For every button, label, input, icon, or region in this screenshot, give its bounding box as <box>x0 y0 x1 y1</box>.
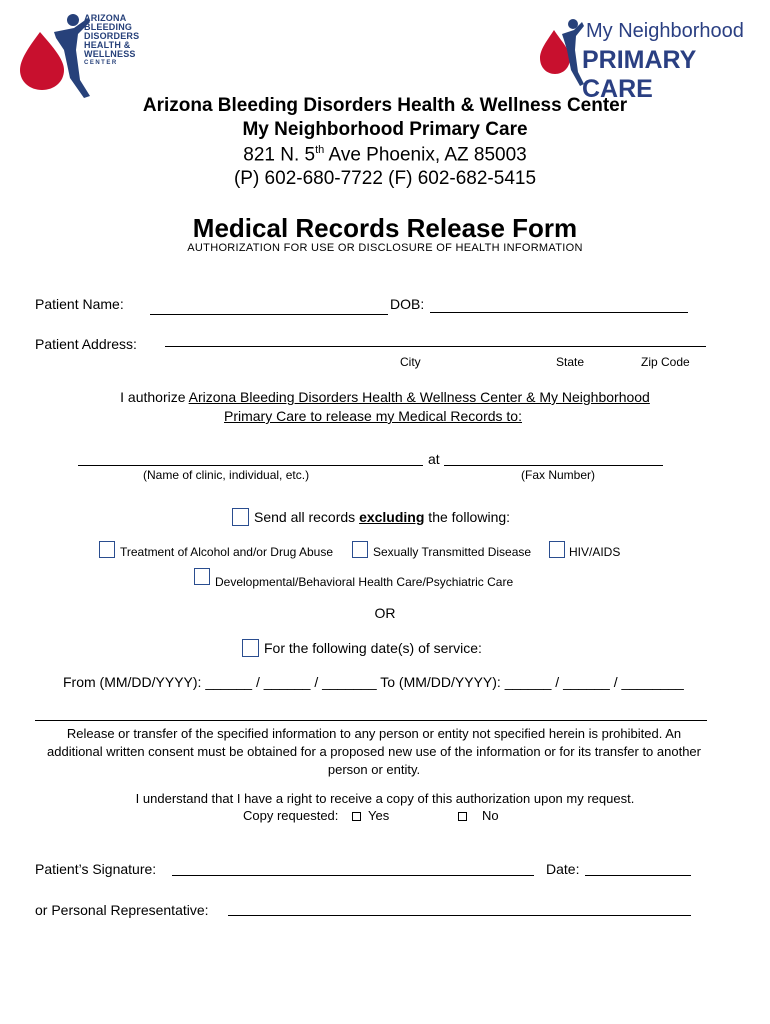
authorize-pre: I authorize <box>120 389 189 405</box>
developmental-checkbox[interactable] <box>194 568 210 585</box>
authorize-release-link: Primary Care to release my Medical Records to: <box>224 408 522 424</box>
address <box>0 144 770 166</box>
copy-requested-row <box>243 808 499 823</box>
fax-number-field[interactable] <box>444 465 663 466</box>
address-pre: 821 N. 5 <box>243 144 316 166</box>
std-label: Sexually Transmitted Disease <box>373 545 532 559</box>
divider <box>35 720 707 721</box>
form-title: Medical Records Release Form <box>192 213 578 243</box>
logo-left <box>18 10 138 98</box>
patient-name-label: Patient Name: <box>35 296 124 312</box>
org-name-1: Arizona Bleeding Disorders Health & Wellness Center <box>142 95 628 116</box>
dates-of-service-label: For the following date(s) of service: <box>264 640 482 656</box>
recipient-name-hint: (Name of clinic, individual, etc.) <box>143 468 310 482</box>
logo-left-line: WELLNESS <box>84 49 136 59</box>
phone-fax: (P) 602-680-7722 (F) 602-682-5415 <box>233 168 537 189</box>
signature-field[interactable] <box>172 875 534 876</box>
patient-address-field[interactable] <box>165 346 706 347</box>
or-label: OR <box>374 605 396 621</box>
understand-text: I understand that I have a right to receive a copy of this authorization upon my request. <box>135 791 635 806</box>
authorize-line-2 <box>0 408 758 424</box>
address-post: Ave Phoenix, AZ 85003 <box>324 144 527 166</box>
no-checkbox[interactable] <box>458 812 467 821</box>
no-label: No <box>482 808 499 823</box>
logo-left-line: CENTER <box>84 60 118 66</box>
date-field[interactable] <box>585 875 691 876</box>
yes-label: Yes <box>368 808 390 823</box>
patient-name-field[interactable] <box>150 314 388 315</box>
logo-right-line2: PRIMARY CARE <box>582 46 696 103</box>
send-all-pre: Send all records <box>254 509 360 525</box>
logo-left-line: BLEEDING <box>84 22 133 32</box>
logo-right-line1: My Neighborhood <box>586 20 744 42</box>
signature-label: Patient’s Signature: <box>35 861 157 877</box>
yes-checkbox[interactable] <box>352 812 361 821</box>
send-all-excluding-checkbox[interactable] <box>232 508 249 526</box>
copy-requested-label: Copy requested: <box>243 808 339 823</box>
blood-drop-person-icon <box>540 16 586 88</box>
zip-label: Zip Code <box>641 355 690 369</box>
from-to-dates[interactable]: From (MM/DD/YYYY): ______ / ______ / _______ To (MM/DD/YYYY): ______ / ______ / ________ <box>63 674 684 690</box>
city-label: City <box>400 355 421 369</box>
developmental-label: Developmental/Behavioral Health Care/Psychiatric Care <box>215 575 514 589</box>
hiv-aids-checkbox[interactable] <box>549 541 565 558</box>
representative-field[interactable] <box>228 915 691 916</box>
dob-field[interactable] <box>430 312 688 313</box>
send-all-label <box>254 509 510 525</box>
address-sup: th <box>315 144 325 156</box>
org-name-2: My Neighborhood Primary Care <box>242 119 528 140</box>
form-subtitle: AUTHORIZATION FOR USE OR DISCLOSURE OF HEALTH INFORMATION <box>187 242 583 254</box>
date-label: Date: <box>546 861 580 877</box>
fax-number-hint: (Fax Number) <box>521 468 596 482</box>
send-all-excluding: excluding <box>359 509 425 525</box>
state-label: State <box>556 355 585 369</box>
recipient-name-field[interactable] <box>78 465 423 466</box>
patient-address-label: Patient Address: <box>35 336 137 352</box>
std-checkbox[interactable] <box>352 541 368 558</box>
logo-left-line: HEALTH & <box>84 40 131 50</box>
logo-left-line: DISORDERS <box>84 31 140 41</box>
release-text: Release or transfer of the specified information to any person or entity not specified herein is prohibited. An additional written consent must be obtained for a proposed new use of the information or for its transfer to another person or entity. <box>47 726 701 777</box>
authorize-org-link: Arizona Bleeding Disorders Health & Wellness Center & My Neighborhood <box>188 389 650 405</box>
hiv-aids-label: HIV/AIDS <box>569 545 621 559</box>
authorize-line-1 <box>0 389 770 405</box>
alcohol-drug-label: Treatment of Alcohol and/or Drug Abuse <box>120 545 334 559</box>
representative-label: or Personal Representative: <box>35 902 209 918</box>
dates-of-service-checkbox[interactable] <box>242 639 259 657</box>
dob-label: DOB: <box>390 296 425 312</box>
send-all-post: the following: <box>424 509 511 525</box>
at-label: at <box>428 451 440 467</box>
logo-right <box>540 16 760 103</box>
alcohol-drug-checkbox[interactable] <box>99 541 115 558</box>
logo-left-line: ARIZONA <box>84 13 127 23</box>
